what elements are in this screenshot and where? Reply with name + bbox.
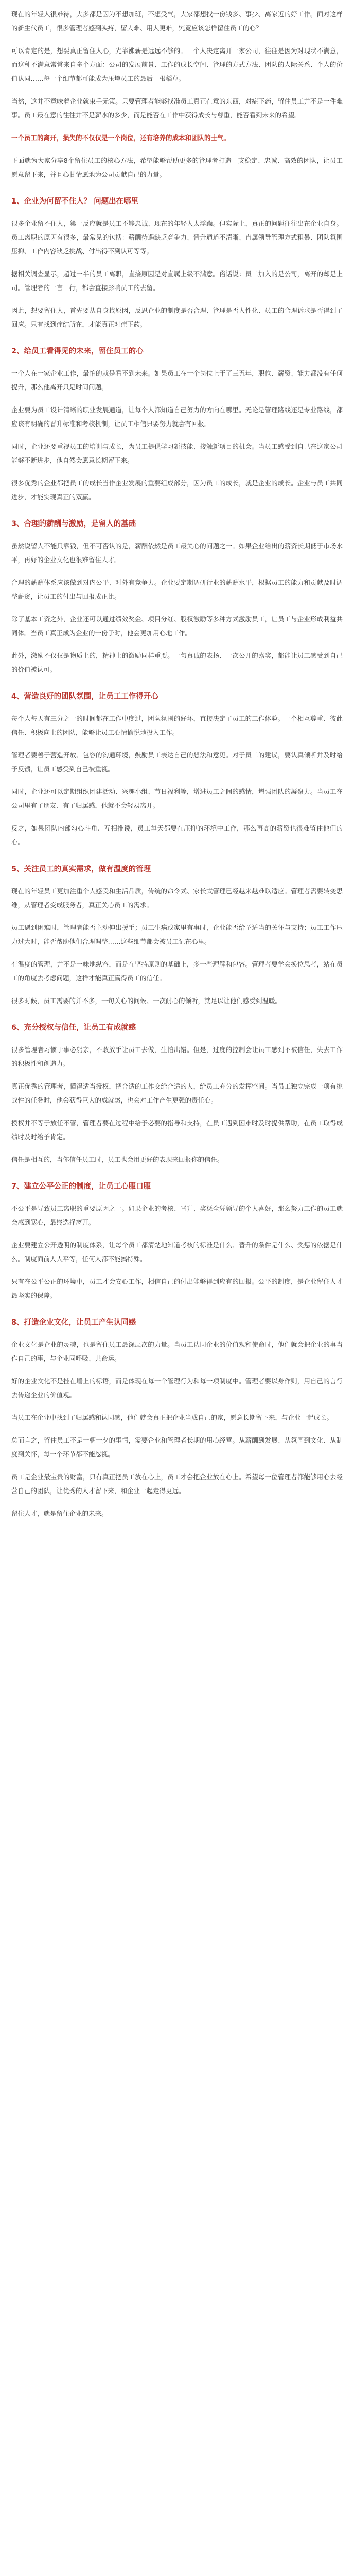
- section-paragraph: 管理者要善于营造开放、包容的沟通环境，鼓励员工表达自己的想法和意见。对于员工的建议，要认真倾听并及时给予反馈，让员工感受到自己被重视。: [11, 751, 343, 773]
- intro-emphasis-text: 一个员工的离开，损失的不仅仅是一个岗位，还有培养的成本和团队的士气。: [11, 134, 231, 142]
- section-paragraph: 反之，如果团队内部勾心斗角、互相推诿，员工每天都要在压抑的环境中工作，那么再高的薪资也很难留住他们的心。: [11, 824, 343, 846]
- section-paragraph: 有温度的管理，并不是一味地纵容，而是在坚持原则的基础上，多一些理解和包容。管理者要学会换位思考，站在员工的角度去考虑问题，这样才能真正赢得员工的信任。: [11, 960, 343, 982]
- section-paragraph: 好的企业文化不是挂在墙上的标语，而是体现在每一个管理行为和每一项制度中。管理者要以身作则，用自己的言行去传递企业的价值观。: [11, 1377, 343, 1399]
- section-paragraph: 据相关调查显示，超过一半的员工离职，直接原因是对直属上级不满意。俗话说：员工加入的是公司，离开的却是上司。管理者的一言一行，都会直接影响员工的去留。: [11, 270, 343, 292]
- section-paragraph: 真正优秀的管理者，懂得适当授权，把合适的工作交给合适的人，给员工充分的发挥空间。当员工独立完成一项有挑战性的任务时，他会获得巨大的成就感，也会对工作产生更强的责任心。: [11, 1082, 343, 1104]
- section-paragraph: 同时，企业还可以定期组织团建活动、兴趣小组、节日福利等，增进员工之间的感情，增强团队的凝聚力。当员工在公司里有了朋友、有了归属感，他就不会轻易离开。: [11, 788, 343, 809]
- section-paragraph: 很多时候，员工需要的并不多，一句关心的问候、一次耐心的倾听，就足以让他们感受到温暖。: [11, 997, 282, 1005]
- section-paragraph: 现在的年轻员工更加注重个人感受和生活品质，传统的命令式、家长式管理已经越来越难以适应。管理者需要转变思维，从管理者变成服务者，真正关心员工的需求。: [11, 887, 343, 909]
- section-paragraph: 此外，激励不仅仅是物质上的，精神上的激励同样重要。一句真诚的表扬、一次公开的嘉奖，都能让员工感受到自己的价值被认可。: [11, 652, 343, 673]
- section-paragraph: 当员工在企业中找到了归属感和认同感，他们就会真正把企业当成自己的家，愿意长期留下来，与企业一起成长。: [11, 1414, 333, 1421]
- section-paragraph: 企业要为员工设计清晰的职业发展通道，让每个人都知道自己努力的方向在哪里。无论是管理路线还是专业路线，都应该有明确的晋升标准和考核机制，让员工相信只要努力就会有回报。: [11, 406, 343, 428]
- intro-paragraph: 当然，这并不意味着企业就束手无策。只要管理者能够找准员工真正在意的东西，对症下药，留住员工并不是一件难事。员工最在意的往往并不是薪水的多少，而是能否在工作中获得成长与尊重，能否看到未来的希望。: [11, 97, 343, 119]
- section-title: 8、打造企业文化，让员工产生认同感: [11, 1318, 136, 1327]
- closing-paragraph: 总而言之，留住员工不是一朝一夕的事情，需要企业和管理者长期的用心经营。从薪酬到发展、从氛围到文化、从制度到关怀，每一个环节都不能忽视。: [11, 1436, 343, 1458]
- section-paragraph: 除了基本工资之外，企业还可以通过绩效奖金、项目分红、股权激励等多种方式激励员工，让员工与企业形成利益共同体。当员工真正成为企业的一份子时，他会更加用心地工作。: [11, 615, 343, 637]
- section-title: 2、给员工看得见的未来，留住员工的心: [11, 347, 144, 355]
- closing-line: 留住人才，就是留住企业的未来。: [11, 1510, 108, 1517]
- section-paragraph: 企业要建立公开透明的制度体系，让每个员工都清楚地知道考核的标准是什么、晋升的条件是什么、奖惩的依据是什么。制度面前人人平等，任何人都不能搞特殊。: [11, 1241, 343, 1263]
- section-paragraph: 只有在公平公正的环境中，员工才会安心工作，相信自己的付出能够得到应有的回报。公平的制度，是企业留住人才最坚实的保障。: [11, 1278, 343, 1299]
- section-paragraph: 授权并不等于放任不管，管理者要在过程中给予必要的指导和支持，在员工遇到困难时及时提供帮助，在员工取得成绩时及时给予肯定。: [11, 1119, 343, 1141]
- intro-paragraph: 下面就为大家分享8个留住员工的核心方法，希望能够帮助更多的管理者打造一支稳定、忠诚、高效的团队，让员工愿意留下来，并且心甘情愿地为公司贡献自己的力量。: [11, 157, 343, 178]
- section-title: 6、充分授权与信任，让员工有成就感: [11, 1024, 136, 1032]
- section-paragraph: 很多优秀的企业都把员工的成长当作企业发展的重要组成部分，因为员工的成长，就是企业的成长。企业与员工共同进步，才能实现真正的双赢。: [11, 479, 343, 501]
- intro-paragraph: 可以肯定的是，想要真正留住人心，光靠涨薪是远远不够的。一个人决定离开一家公司，往往是因为对现状不满意，而这种不满意常常来自多个方面：公司的发展前景、工作的成长空间、管理的方式方法、团队的人际关系、个人的价值认同……每一个细节都可能成为压垮员工的最后一根稻草。: [11, 47, 343, 82]
- intro-emphasis: [11, 131, 343, 145]
- section-paragraph: 每个人每天有三分之一的时间都在工作中度过，团队氛围的好坏，直接决定了员工的工作体验。一个相互尊重、彼此信任、积极向上的团队，能够让员工心情愉悦地投入工作。: [11, 715, 343, 736]
- section-paragraph: 一个人在一家企业工作，最怕的就是看不到未来。如果员工在一个岗位上干了三五年，职位、薪资、能力都没有任何提升，那么他离开只是时间问题。: [11, 369, 343, 391]
- section-paragraph: 员工遇到困难时，管理者能否主动伸出援手；员工生病或家里有事时，企业能否给予适当的关怀与支持；员工工作压力过大时，能否帮助他们合理调整……这些细节都会被员工记在心里。: [11, 924, 343, 945]
- section-paragraph: 信任是相互的，当你信任员工时，员工也会用更好的表现来回报你的信任。: [11, 1156, 224, 1163]
- section-title: 3、合理的薪酬与激励，是留人的基础: [11, 520, 136, 528]
- section-paragraph: 不公平是导致员工离职的重要原因之一。如果企业的考核、晋升、奖惩全凭领导的个人喜好，那么努力工作的员工就会感到寒心，最终选择离开。: [11, 1205, 343, 1226]
- section-paragraph: 很多管理者习惯于事必躬亲，不敢放手让员工去做，生怕出错。但是，过度的控制会让员工感到不被信任，失去工作的积极性和创造力。: [11, 1046, 343, 1067]
- section-title: 5、关注员工的真实需求，做有温度的管理: [11, 865, 151, 873]
- section-title: 7、建立公平公正的制度，让员工心服口服: [11, 1182, 151, 1191]
- closing-paragraph: 员工是企业最宝贵的财富，只有真正把员工放在心上，员工才会把企业放在心上。希望每一位管理者都能够用心去经营自己的团队，让优秀的人才留下来，和企业一起走得更远。: [11, 1473, 343, 1495]
- section-paragraph: 虽然说留人不能只靠钱，但不可否认的是，薪酬依然是员工最关心的问题之一。如果企业给出的薪资长期低于市场水平，再好的企业文化也很难留住人才。: [11, 542, 343, 564]
- section-paragraph: 同时，企业还要重视员工的培训与成长，为员工提供学习新技能、接触新项目的机会。当员工感受到自己在这家公司能够不断进步，他自然会愿意长期留下来。: [11, 443, 343, 464]
- section-title: 4、营造良好的团队氛围，让员工工作得开心: [11, 692, 158, 701]
- section-title: 1、企业为何留不住人？ 问题出在哪里: [11, 197, 139, 206]
- section-paragraph: 合理的薪酬体系应该做到对内公平、对外有竞争力。企业要定期调研行业的薪酬水平，根据员工的能力和贡献及时调整薪资，让员工的付出与回报成正比。: [11, 579, 343, 600]
- section-paragraph: 很多企业留不住人，第一反应就是员工不够忠诚、现在的年轻人太浮躁。但实际上，真正的问题往往出在企业自身。员工离职的原因有很多，最常见的包括：薪酬待遇缺乏竞争力、晋升通道不清晰、直属领导管理方式粗暴、团队氛围压抑、工作内容缺乏挑战、付出得不到认可等等。: [11, 219, 343, 255]
- section-paragraph: 企业文化是企业的灵魂，也是留住员工最深层次的力量。当员工认同企业的价值观和使命时，他们就会把企业的事当作自己的事，与企业同呼吸、共命运。: [11, 1341, 343, 1362]
- intro-paragraph: 现在的年轻人很难待，大多都是因为不想加班，不想受气，大家都想找一份钱多、事少、离家近的好工作。面对这样的新生代员工，很多管理者感到头疼，留人难、用人更难，究竟应该怎样留住员工的心？: [11, 10, 343, 32]
- section-paragraph: 因此，想要留住人，首先要从自身找原因，反思企业的制度是否合理、管理是否人性化、员工的合理诉求是否得到了回应。只有找到症结所在，才能真正对症下药。: [11, 307, 343, 328]
